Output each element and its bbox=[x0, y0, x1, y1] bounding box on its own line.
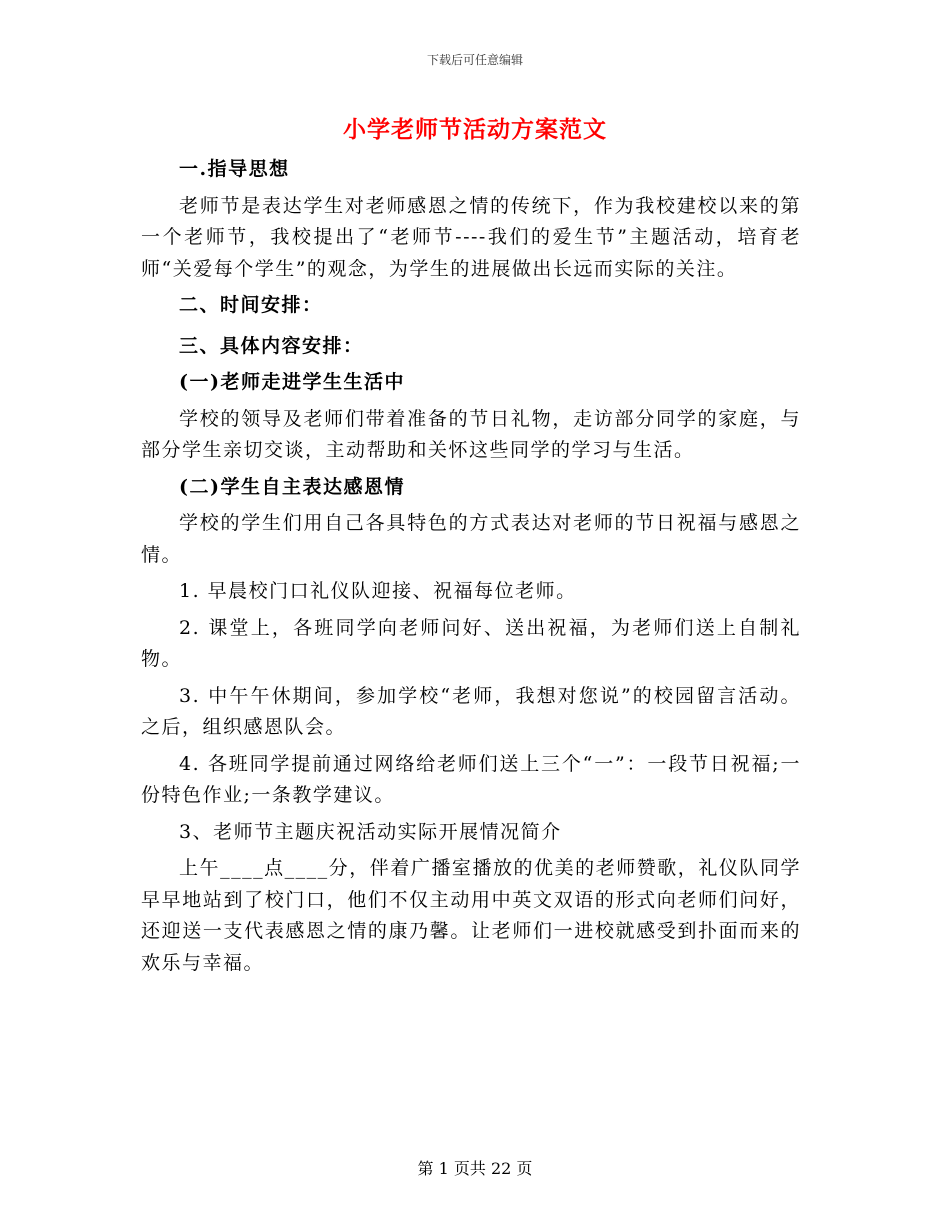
page-footer: 第 1 页共 22 页 bbox=[417, 1159, 533, 1178]
paragraph-home-visits: 学校的领导及老师们带着准备的节日礼物，走访部分同学的家庭，与部分学生亲切交谈，主动帮助和关怀这些同学的学习与生活。 bbox=[141, 407, 801, 461]
heading-content-schedule: 三、具体内容安排： bbox=[179, 334, 364, 357]
header-note: 下载后可任意编辑 bbox=[426, 53, 523, 67]
list-item-3: 3. 中午午休期间，参加学校“老师，我想对您说”的校园留言活动。之后，组织感恩队会。 bbox=[141, 684, 801, 738]
paragraph-morning-welcome: 上午____点____分，伴着广播室播放的优美的老师赞歌，礼仪队同学早早地站到了校门口，他们不仅主动用中英文双语的形式向老师们问好，还迎送一支代表感恩之情的康乃馨。让老师们一进校就感受到扑面而来的欢乐与幸福。 bbox=[141, 857, 801, 974]
paragraph-student-gratitude: 学校的学生们用自己各具特色的方式表达对老师的节日祝福与感恩之情。 bbox=[141, 512, 801, 566]
paragraph-intro: 老师节是表达学生对老师感恩之情的传统下，作为我校建校以来的第一个老师节，我校提出了“老师节----我们的爱生节”主题活动，培育老师“关爱每个学生”的观念，为学生的进展做出长远而实际的关注。 bbox=[141, 194, 801, 280]
document-body bbox=[141, 154, 801, 984]
heading-time-schedule: 二、时间安排： bbox=[179, 294, 323, 316]
list-item-4: 4. 各班同学提前通过网络给老师们送上三个“一”：一段节日祝福;一份特色作业;一条教学建议。 bbox=[141, 752, 801, 806]
heading-section-one: (一)老师走进学生生活中 bbox=[179, 371, 405, 393]
list-item-1: 1. 早晨校门口礼仪队迎接、祝福每位老师。 bbox=[179, 580, 577, 602]
list-item-2: 2. 课堂上，各班同学向老师问好、送出祝福，为老师们送上自制礼物。 bbox=[141, 616, 801, 670]
subheading-activity-summary: 3、老师节主题庆祝活动实际开展情况简介 bbox=[179, 820, 562, 843]
document-title: 小学老师节活动方案范文 bbox=[343, 116, 607, 143]
heading-section-two: (二)学生自主表达感恩情 bbox=[179, 475, 405, 498]
heading-guiding-ideology: 一.指导思想 bbox=[179, 158, 290, 180]
